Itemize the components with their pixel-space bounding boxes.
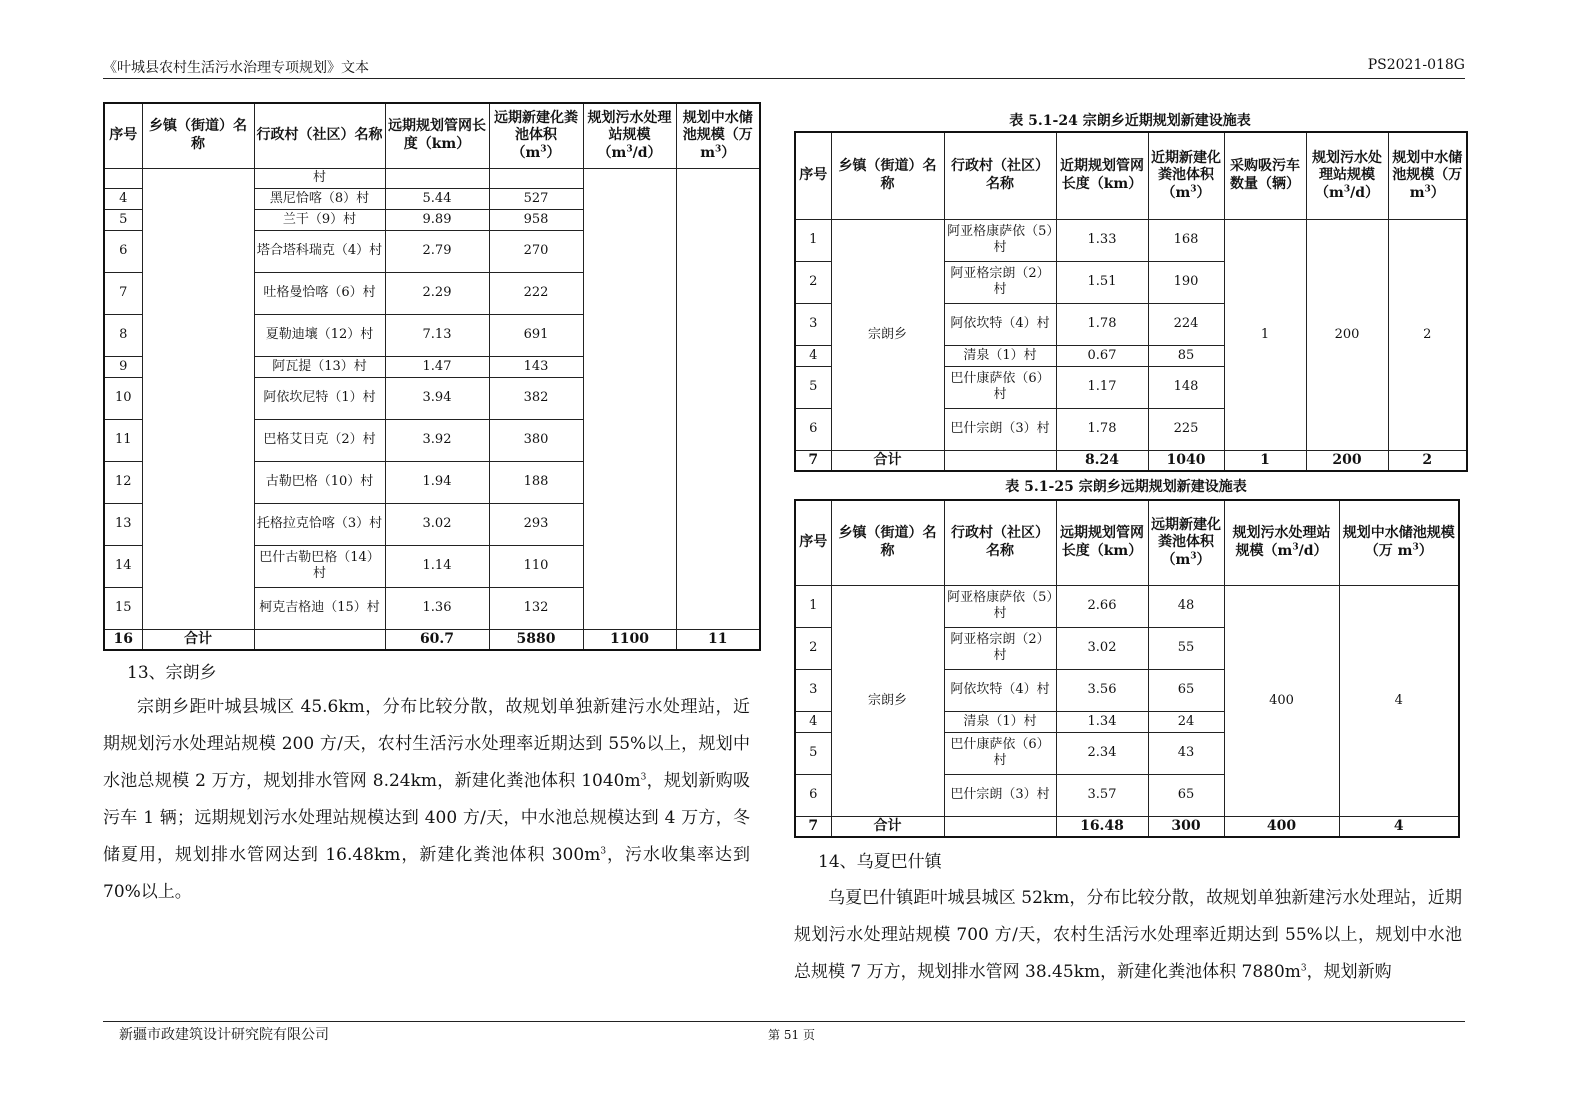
cell-tank: 270 [489,230,583,272]
cell-no: 8 [104,314,142,356]
table-caption-far-term: 表 5.1-25 宗朗乡远期规划新建设施表 [1005,479,1247,495]
cell-tank: 148 [1148,366,1224,408]
col-header-no: 序号 [104,103,142,168]
cell-no: 6 [104,230,142,272]
cell-pipe: 1.78 [1056,303,1148,345]
cell-pipe: 7.13 [385,314,489,356]
table-total-row [795,450,1467,471]
cell-no: 11 [104,419,142,461]
cell-tank: 55 [1148,627,1224,669]
cell-no: 5 [795,366,831,408]
page-number: 第 51 页 [768,1028,815,1042]
cell-pool-total: 11 [676,629,760,650]
cell-pipe-total: 16.48 [1056,816,1148,837]
cell-pool-merged: 2 [1388,219,1467,450]
cell-village: 夏勒迪壤（12）村 [254,314,385,356]
table-near-term [794,131,1468,472]
col-header-station: 规划污水处理站规模$(m^3/d)$ [1224,500,1339,585]
cell-no: 13 [104,503,142,545]
section-heading-14: 14、乌夏巴什镇 [818,852,942,872]
document-code: PS2021-018G [1367,57,1465,73]
cell-pipe: 1.14 [385,545,489,587]
cell-village: 吐格曼恰喀（6）村 [254,272,385,314]
col-header-station: 规划污水处理站规模$(m^3/d)$ [583,103,676,168]
cell-no: 7 [795,816,831,837]
col-header-no: 序号 [795,132,831,219]
cell-truck-total: 1 [1224,450,1306,471]
cell-village: 阿亚格宗朗（2）村 [944,627,1056,669]
cell-tank: 188 [489,461,583,503]
cell-village: 阿亚格宗朗（2）村 [944,261,1056,303]
cell-village: 阿瓦提（13）村 [254,356,385,377]
cell-no: 7 [104,272,142,314]
cell-pool-total: 2 [1388,450,1467,471]
col-header-pipe: 远期规划管网长度（km） [1056,500,1148,585]
cell-tank: 222 [489,272,583,314]
col-header-pipe: 近期规划管网长度（km） [1056,132,1148,219]
table-row [795,585,1459,627]
cell-tank: 293 [489,503,583,545]
cell-village: 柯克吉格迪（15）村 [254,587,385,629]
col-header-tank: 远期新建化粪池体积$(m^3)$ [1148,500,1224,585]
cell-tank: 65 [1148,669,1224,711]
col-header-station: 规划污水处理站规模$(m^3/d)$ [1306,132,1388,219]
col-header-truck: 采购吸污车数量（辆） [1224,132,1306,219]
cell-village: 古勒巴格（10）村 [254,461,385,503]
cell-no: 2 [795,627,831,669]
cell-tank: 132 [489,587,583,629]
document-title-header: 《叶城县农村生活污水治理专项规划》文本 [103,60,369,76]
cell-no: 6 [795,408,831,450]
col-header-town: 乡镇（街道）名称 [831,132,944,219]
table-total-row [104,629,760,650]
cell-no: 3 [795,303,831,345]
cell-pipe [385,168,489,188]
cell-pipe: 9.89 [385,209,489,230]
col-header-pool: 规划中水储池规模（万 $m^3$） [676,103,760,168]
cell-no: 15 [104,587,142,629]
cell-pipe: 2.66 [1056,585,1148,627]
cell-village: 塔合塔科瑞克（4）村 [254,230,385,272]
table-caption-near-term: 表 5.1-24 宗朗乡近期规划新建设施表 [1009,113,1251,129]
cell-pipe-total: 60.7 [385,629,489,650]
cell-pipe: 2.29 [385,272,489,314]
cell-village [944,450,1056,471]
cell-pipe: 2.34 [1056,732,1148,774]
cell-village [254,629,385,650]
table-row [795,219,1467,261]
header-divider [103,78,1465,79]
cell-station-total: 200 [1306,450,1388,471]
cell-pipe: 3.02 [385,503,489,545]
cell-town-merged: 宗朗乡 [831,219,944,450]
cell-no: 5 [104,209,142,230]
cell-village: 巴什宗朗（3）村 [944,774,1056,816]
footer-organization: 新疆市政建筑设计研究院有限公司 [119,1027,329,1043]
cell-no: 5 [795,732,831,774]
section-paragraph-13: 宗朗乡距叶城县城区 45.6km，分布比较分散，故规划单独新建污水处理站，近期规划污水处理站规模 200 方/天，农村生活污水处理率近期达到 55%以上，规划中水池总规模 2 万方，规划排水管网 8.24km，新建化粪池体积 $1040m^3$，规划新购吸污车 1 辆；远期规划污水处理站规模达到 400 方/天，中水池总规模达到 4 万方，冬储夏用，规划排水管网达到 16.48km，新建化粪池体积 $300m^3$，污水收集率达到 70%以上。 [103,697,751,902]
footer-divider [103,1021,1465,1022]
cell-town-merged: 宗朗乡 [831,585,944,816]
cell-tank: 691 [489,314,583,356]
cell-no: 1 [795,219,831,261]
cell-tank: 190 [1148,261,1224,303]
cell-pipe: 3.02 [1056,627,1148,669]
cell-village: 巴什古勒巴格（14）村 [254,545,385,587]
cell-no: 6 [795,774,831,816]
cell-no: 12 [104,461,142,503]
col-header-no: 序号 [795,500,831,585]
cell-station-merged: 400 [1224,585,1339,816]
col-header-tank: 远期新建化粪池体积$(m^3)$ [489,103,583,168]
cell-no: 2 [795,261,831,303]
cell-station-total: 400 [1224,816,1339,837]
cell-village: 托格拉克恰喀（3）村 [254,503,385,545]
cell-pipe: 1.33 [1056,219,1148,261]
table-header-row [104,103,760,168]
table-row [104,168,760,188]
col-header-pool: 规划中水储池规模（万 $m^3$） [1339,500,1459,585]
cell-pipe: 1.17 [1056,366,1148,408]
cell-total-label: 合计 [831,450,944,471]
cell-no: 9 [104,356,142,377]
cell-no: 4 [795,345,831,366]
cell-village: 清泉（1）村 [944,711,1056,732]
cell-pipe: 2.79 [385,230,489,272]
table-header-row [795,500,1459,585]
cell-village: 巴格艾日克（2）村 [254,419,385,461]
cell-no: 4 [104,188,142,209]
col-header-town: 乡镇（街道）名称 [142,103,254,168]
cell-station-merged: 200 [1306,219,1388,450]
cell-village: 阿亚格康萨依（5）村 [944,585,1056,627]
cell-pool-merged [676,168,760,629]
cell-no: 14 [104,545,142,587]
table-far-term [794,499,1460,838]
cell-village: 阿依坎特（4）村 [944,669,1056,711]
cell-tank-total: 1040 [1148,450,1224,471]
cell-pipe: 1.34 [1056,711,1148,732]
section-paragraph-14: 乌夏巴什镇距叶城县城区 52km，分布比较分散，故规划单独新建污水处理站，近期规划污水处理站规模 700 方/天，农村生活污水处理率近期达到 55%以上，规划中水池总规模 7 万方，规划排水管网 38.45km，新建化粪池体积 $7880m^3$，规划新购 [794,888,1462,982]
cell-tank-total: 5880 [489,629,583,650]
cell-tank: 527 [489,188,583,209]
cell-village: 阿依坎尼特（1）村 [254,377,385,419]
cell-no: 10 [104,377,142,419]
cell-no [104,168,142,188]
col-header-tank: 近期新建化粪池体积$(m^3)$ [1148,132,1224,219]
col-header-pool: 规划中水储池规模（万 $m^3$） [1388,132,1467,219]
cell-pool-merged: 4 [1339,585,1459,816]
cell-station-merged [583,168,676,629]
table-header-row [795,132,1467,219]
col-header-village: 行政村（社区）名称 [254,103,385,168]
cell-tank: 110 [489,545,583,587]
cell-pipe: 3.57 [1056,774,1148,816]
cell-village: 清泉（1）村 [944,345,1056,366]
cell-pipe: 1.78 [1056,408,1148,450]
cell-tank: 65 [1148,774,1224,816]
cell-pipe: 1.47 [385,356,489,377]
cell-tank: 168 [1148,219,1224,261]
cell-pipe: 5.44 [385,188,489,209]
cell-no: 7 [795,450,831,471]
cell-total-label: 合计 [142,629,254,650]
cell-pipe: 1.36 [385,587,489,629]
cell-tank: 225 [1148,408,1224,450]
cell-station-total: 1100 [583,629,676,650]
cell-tank: 380 [489,419,583,461]
cell-no: 4 [795,711,831,732]
cell-pipe: 0.67 [1056,345,1148,366]
cell-village [944,816,1056,837]
col-header-village: 行政村（社区）名称 [944,500,1056,585]
cell-pipe: 3.94 [385,377,489,419]
cell-pipe-total: 8.24 [1056,450,1148,471]
cell-pipe: 3.92 [385,419,489,461]
cell-tank: 382 [489,377,583,419]
cell-pipe: 1.51 [1056,261,1148,303]
cell-tank: 143 [489,356,583,377]
cell-pool-total: 4 [1339,816,1459,837]
cell-tank: 43 [1148,732,1224,774]
col-header-pipe: 远期规划管网长度（km） [385,103,489,168]
cell-tank [489,168,583,188]
cell-village: 巴什康萨依（6）村 [944,366,1056,408]
cell-no: 3 [795,669,831,711]
cell-village: 巴什康萨依（6）村 [944,732,1056,774]
cell-town-merged [142,168,254,629]
cell-village: 黑尼恰喀（8）村 [254,188,385,209]
col-header-village: 行政村（社区）名称 [944,132,1056,219]
cell-village: 巴什宗朗（3）村 [944,408,1056,450]
cell-tank-total: 300 [1148,816,1224,837]
cell-village: 兰干（9）村 [254,209,385,230]
table-far-term-continued [103,102,761,651]
cell-pipe: 1.94 [385,461,489,503]
cell-tank: 85 [1148,345,1224,366]
cell-tank: 224 [1148,303,1224,345]
cell-village: 阿依坎特（4）村 [944,303,1056,345]
cell-no: 16 [104,629,142,650]
cell-village: 村 [254,168,385,188]
table-total-row [795,816,1459,837]
cell-village: 阿亚格康萨依（5）村 [944,219,1056,261]
cell-tank: 958 [489,209,583,230]
cell-no: 1 [795,585,831,627]
cell-pipe: 3.56 [1056,669,1148,711]
cell-tank: 48 [1148,585,1224,627]
section-heading-13: 13、宗朗乡 [127,663,217,683]
cell-truck-merged: 1 [1224,219,1306,450]
cell-total-label: 合计 [831,816,944,837]
col-header-town: 乡镇（街道）名称 [831,500,944,585]
cell-tank: 24 [1148,711,1224,732]
